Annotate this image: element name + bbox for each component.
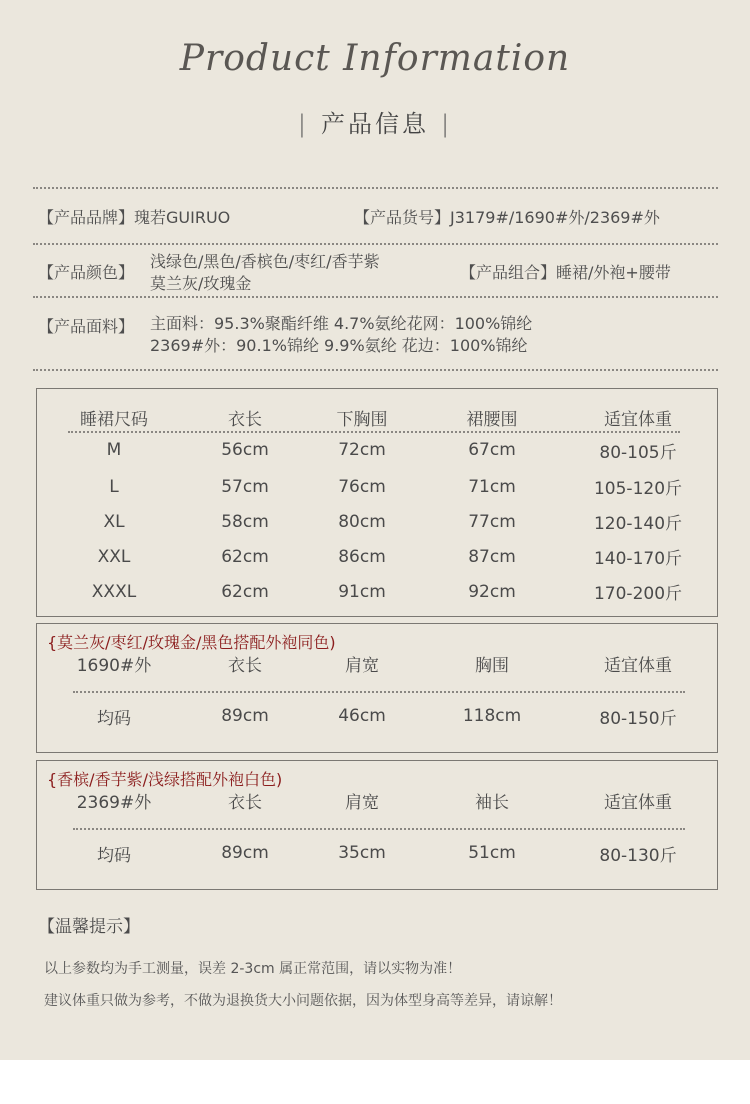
size-table-box (36, 388, 718, 617)
header-cell: 袖长 (475, 792, 509, 813)
header-cell: 肩宽 (345, 655, 379, 676)
divider (33, 369, 718, 371)
table-cell: 170-200斤 (593, 584, 683, 604)
table-cell: 51cm (468, 843, 516, 863)
table-row (37, 469, 717, 504)
table-cell: XXXL (91, 581, 137, 602)
table-cell: 80cm (338, 511, 386, 532)
header-divider (68, 431, 680, 433)
combo-row (460, 260, 671, 283)
table-cell: M (106, 440, 122, 460)
header-cell: 衣长 (228, 655, 262, 676)
table-header-row (37, 650, 717, 676)
color-value (150, 251, 380, 295)
table-cell: 46cm (338, 706, 386, 726)
table-cell: 91cm (338, 581, 386, 602)
fabric-label: 【产品面料】 (38, 317, 135, 336)
table-cell: 57cm (221, 476, 269, 497)
table-cell: 均码 (97, 708, 131, 729)
header-cell: 1690#外 (76, 655, 152, 676)
divider (33, 296, 718, 298)
robe-1690-table (37, 650, 717, 756)
table-cell: 86cm (338, 546, 386, 567)
tip-line: 以上参数均为手工测量，误差 2-3cm 属正常范围，请以实物为准！ (44, 961, 462, 977)
divider (33, 187, 718, 189)
robe-1690-table-box (36, 623, 718, 753)
fabric-value (150, 313, 532, 357)
table-cell: 71cm (468, 476, 516, 497)
tips-title: 【温馨提示】 (38, 917, 140, 937)
table-cell: 89cm (221, 843, 269, 863)
header-cell: 衣长 (228, 409, 262, 430)
table-cell: 77cm (468, 511, 516, 532)
table-header-row (37, 787, 717, 813)
table-cell: 89cm (221, 706, 269, 726)
table-cell: 140-170斤 (593, 549, 683, 569)
table-cell: 120-140斤 (593, 514, 683, 534)
table-row (37, 504, 717, 539)
divider (33, 243, 718, 245)
color-value-line2: 莫兰灰/玫瑰金 (150, 274, 252, 293)
table-row (37, 574, 717, 609)
title-bar-right: | (441, 110, 453, 138)
table-cell: 105-120斤 (593, 479, 683, 499)
brand-row (38, 205, 230, 228)
robe-2369-table-box (36, 760, 718, 890)
sku-value: J3179#/1690#外/2369#外 (450, 208, 660, 227)
header-cell: 适宜体重 (604, 655, 672, 676)
table-cell: 56cm (221, 440, 269, 460)
table-cell: 58cm (221, 511, 269, 532)
combo-value: 睡裙/外袍+腰带 (556, 263, 671, 282)
color-value-line1: 浅绿色/黑色/香槟色/枣红/香芋紫 (150, 252, 380, 271)
table-cell: 80-150斤 (599, 708, 677, 729)
table-row (37, 431, 717, 469)
table-cell: 80-105斤 (599, 442, 677, 463)
section-title-text: 产品信息 (321, 110, 429, 138)
header-cell: 适宜体重 (604, 409, 672, 430)
table-cell: 118cm (462, 706, 522, 726)
tip-line: 建议体重只做为参考，不做为退换货大小问题依据，因为体型身高等差异，请谅解！ (44, 993, 562, 1009)
robe-2369-table (37, 787, 717, 893)
size-table (37, 403, 717, 609)
table-cell: 35cm (338, 843, 386, 863)
table-cell: 87cm (468, 546, 516, 567)
table-cell: XXL (97, 546, 131, 567)
sku-row (354, 205, 660, 228)
header-cell: 适宜体重 (604, 792, 672, 813)
header-cell: 衣长 (228, 792, 262, 813)
table-row (37, 539, 717, 574)
header-cell: 2369#外 (76, 792, 152, 813)
header-cell: 胸围 (475, 655, 509, 676)
table-cell: 76cm (338, 476, 386, 497)
table-cell: 62cm (221, 546, 269, 567)
combo-label: 【产品组合】 (460, 263, 557, 282)
table-cell: 67cm (468, 440, 516, 460)
header-divider (73, 691, 685, 693)
title-bar-left: | (297, 110, 309, 138)
section-title (0, 104, 750, 139)
color-label: 【产品颜色】 (38, 263, 135, 282)
fabric-line1: 主面料：95.3%聚酯纤维 4.7%氨纶花网：100%锦纶 (150, 314, 533, 333)
script-title: Product Information (179, 38, 571, 79)
header-cell: 下胸围 (336, 409, 388, 430)
color-note: {莫兰灰/枣红/玫瑰金/黑色搭配外袍同色) (47, 633, 336, 652)
header-cell: 睡裙尺码 (80, 409, 148, 430)
table-cell: 均码 (97, 845, 131, 866)
table-header-row (37, 403, 717, 431)
header-divider (73, 828, 685, 830)
header-cell: 裙腰围 (466, 409, 518, 430)
header-cell: 肩宽 (345, 792, 379, 813)
table-row (37, 676, 717, 756)
table-cell: 62cm (221, 581, 269, 602)
brand-value: 瑰若GUIRUO (134, 208, 231, 227)
table-cell: 92cm (468, 581, 516, 602)
table-cell: 80-130斤 (599, 845, 677, 866)
brand-label: 【产品品牌】 (38, 208, 135, 227)
table-cell: L (109, 476, 119, 497)
table-cell: 72cm (338, 440, 386, 460)
sku-label: 【产品货号】 (354, 208, 451, 227)
color-note: {香槟/香芋紫/浅绿搭配外袍白色) (47, 770, 283, 789)
fabric-line2: 2369#外：90.1%锦纶 9.9%氨纶 花边：100%锦纶 (150, 336, 528, 355)
table-row (37, 813, 717, 893)
table-cell: XL (103, 511, 125, 532)
